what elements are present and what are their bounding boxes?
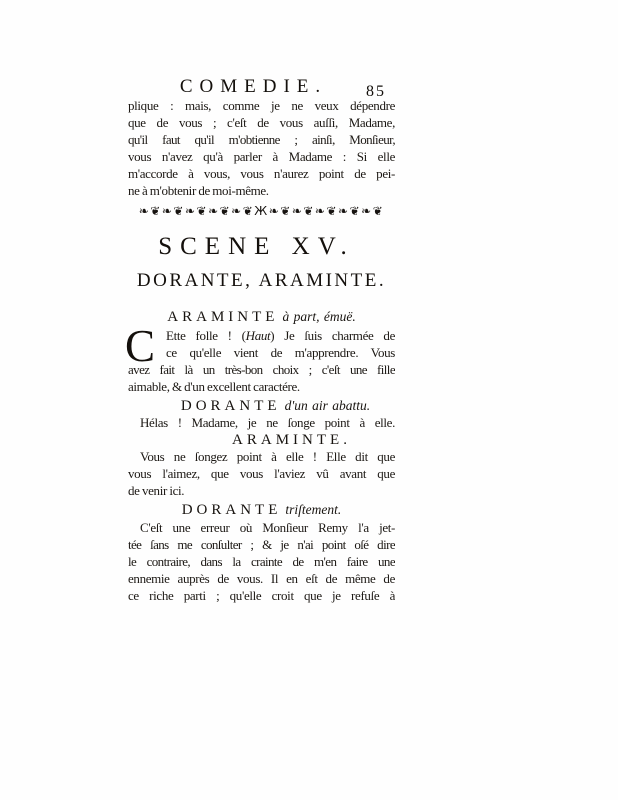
characters-heading: DORANTE, ARAMINTE. bbox=[136, 270, 387, 291]
text-line bbox=[128, 327, 395, 344]
text-line: le contraire, dans la crainte de m'en faire une bbox=[128, 554, 395, 569]
speaker-heading-araminte-2 bbox=[128, 431, 425, 449]
text-line: tée ſans me conſulter ; & je n'ai point oſé dire bbox=[128, 537, 395, 552]
speech-dorante-1 bbox=[128, 414, 395, 431]
speaker-name: ARAMINTE. bbox=[232, 432, 351, 448]
scene-heading: SCENE XV. bbox=[158, 233, 355, 260]
stage-direction: d'un air abattu. bbox=[284, 398, 371, 413]
drop-cap: C bbox=[125, 321, 156, 371]
text-line: Vous ne ſongez point à elle ! Elle dit que bbox=[140, 449, 395, 464]
speaker-name: ARAMINTE bbox=[167, 309, 279, 325]
text-line: ce qu'elle vient de m'apprendre. Vous bbox=[166, 345, 395, 360]
text-line: plique : mais, comme je ne veux dépendre bbox=[128, 98, 395, 113]
ornament-divider: ❧❦❧❦❧❦❧❦❧❦Ж❧❦❧❦❧❦❧❦❧❦ bbox=[138, 204, 385, 218]
speaker-name: DORANTE bbox=[181, 502, 282, 518]
speaker-heading-dorante bbox=[128, 397, 409, 415]
text-line: que de vous ; c'eſt de vous auſſi, Madame, bbox=[128, 115, 395, 130]
speaker-name: DORANTE bbox=[180, 398, 281, 414]
text-line: avez fait là un très-bon choix ; c'eſt une fille bbox=[128, 362, 395, 377]
running-title: COMEDIE. bbox=[179, 76, 328, 97]
text-segment: ) Je ſuis charmée de bbox=[270, 328, 395, 343]
text-line: aimable, & d'un excellent caractére. bbox=[128, 379, 300, 394]
speech-araminte-2 bbox=[128, 448, 395, 499]
text-line: vous n'avez qu'à parler à Madame : Si elle bbox=[128, 149, 395, 164]
stage-direction: à part, émuë. bbox=[282, 309, 356, 324]
speech-araminte-1 bbox=[125, 321, 395, 395]
text-line: vous l'aimez, que vous l'aviez vû avant que bbox=[128, 466, 395, 481]
text-line: C'eſt une erreur où Monſieur Remy l'a jet- bbox=[140, 520, 395, 535]
speech-dorante-2 bbox=[128, 519, 395, 604]
speaker-heading-araminte bbox=[128, 308, 395, 326]
text-line: m'accorde à vous, vous n'aurez point de pei- bbox=[128, 166, 395, 181]
text-line: ennemie auprès de vous. Il en eſt de même de bbox=[128, 571, 395, 586]
stage-direction-inline: Haut bbox=[245, 328, 271, 343]
text-line: ce riche parti ; qu'elle croit que je refuſe à bbox=[128, 588, 395, 603]
page-number: 85 bbox=[366, 83, 386, 100]
text-line: Hélas ! Madame, je ne ſonge point à elle. bbox=[140, 415, 395, 430]
text-segment: Ette folle ! ( bbox=[166, 328, 246, 343]
stage-direction: triſtement. bbox=[285, 502, 342, 517]
text-line: de venir ici. bbox=[128, 483, 185, 498]
text-line: qu'il faut qu'il m'obtienne ; ainſi, Monſieur, bbox=[128, 132, 395, 147]
speaker-heading-dorante-2 bbox=[128, 501, 395, 519]
text-line: ne à m'obtenir de moi-même. bbox=[128, 183, 269, 198]
opening-paragraph bbox=[128, 97, 395, 199]
